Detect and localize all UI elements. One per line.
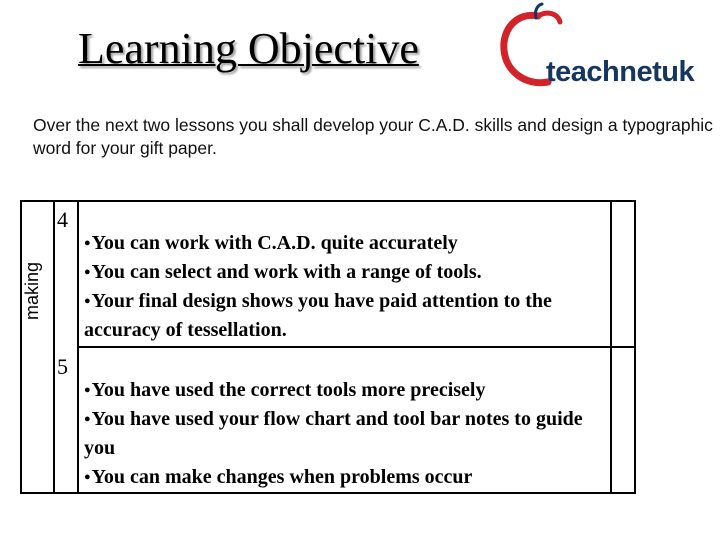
level-5-list bbox=[84, 376, 608, 492]
list-item: ● Your final design shows you have paid attention to the accuracy of tessellation. bbox=[84, 287, 604, 345]
table-divider-1 bbox=[53, 200, 55, 494]
list-item: ● You can make changes when problems occur bbox=[84, 463, 608, 492]
page-title: Learning Objective bbox=[78, 24, 419, 73]
side-label: making bbox=[22, 261, 42, 320]
level-5-label: 5 bbox=[57, 354, 68, 379]
list-item: ● You can work with C.A.D. quite accurately bbox=[84, 229, 604, 258]
list-item: ● You have used the correct tools more precisely bbox=[84, 376, 608, 405]
teachnetuk-logo bbox=[498, 2, 713, 92]
table-border-top bbox=[20, 200, 636, 202]
table-border-left bbox=[20, 200, 22, 494]
intro-text: Over the next two lessons you shall develop your C.A.D. skills and design a typographic word for your gift paper. bbox=[33, 115, 713, 158]
logo-wordmark: teachnetuk bbox=[546, 56, 695, 88]
table-row-divider bbox=[77, 346, 636, 348]
list-item: ● You can select and work with a range of tools. bbox=[84, 258, 604, 287]
level-4-list bbox=[84, 229, 604, 345]
level-4-label: 4 bbox=[57, 207, 68, 232]
list-item: ● You have used your flow chart and tool bar notes to guide you bbox=[84, 405, 608, 463]
table-border-bottom bbox=[20, 492, 636, 494]
